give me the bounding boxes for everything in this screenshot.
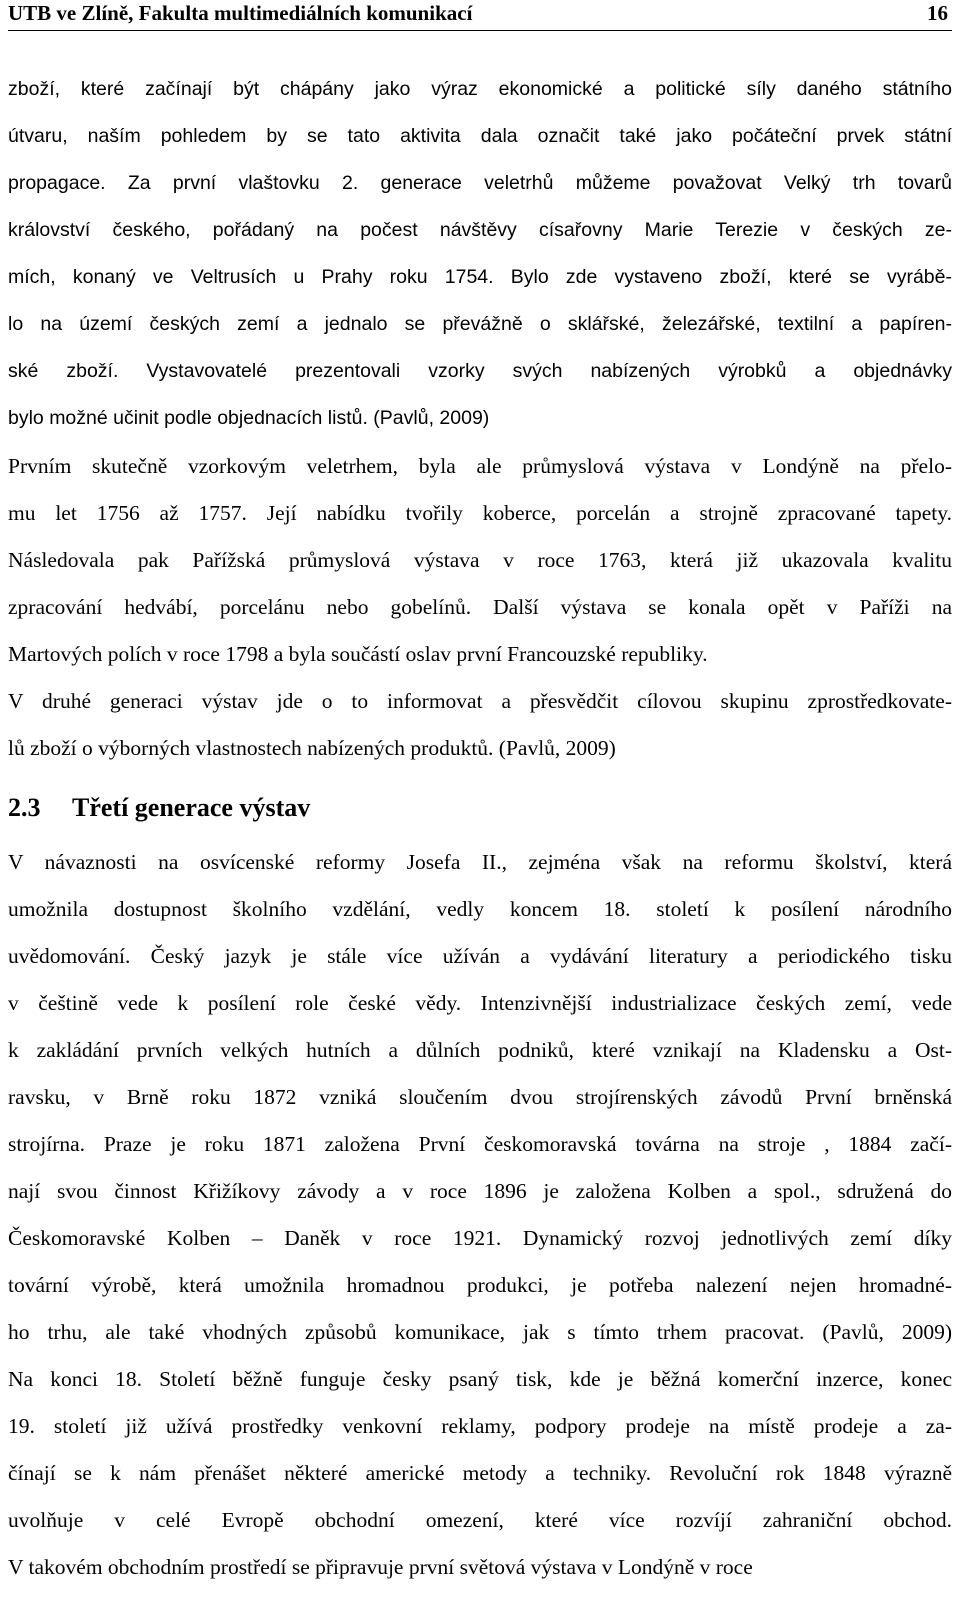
line-text: zpracování hedvábí, porcelánu nebo gobelínů. Další výstava se konala opět v Paříži na (8, 595, 952, 619)
text-line (8, 174, 952, 221)
line-text: uvolňuje v celé Evropě obchodní omezení, které více rozvíjí zahraniční obchod. (8, 1508, 952, 1532)
text-line (8, 503, 952, 550)
page-number: 16 (927, 1, 948, 25)
text-line (8, 1369, 952, 1416)
line-text: v češtině vede k posílení role české vědy. Intenzivnější industrializace českých zemí, vede (8, 991, 952, 1015)
line-text: V druhé generaci výstav jde o to informovat a přesvědčit cílovou skupinu zprostředkovate- (8, 689, 952, 713)
text-line (8, 644, 952, 691)
line-text: umožnila dostupnost školního vzdělání, vedly koncem 18. století k posílení národního (8, 897, 952, 921)
line-text: tovární výrobě, která umožnila hromadnou produkci, je potřeba nalezení nejen hromadné- (8, 1273, 952, 1297)
line-text: Prvním skutečně vzorkovým veletrhem, byla ale průmyslová výstava v Londýně na přelo- (8, 454, 952, 478)
section-heading (8, 785, 952, 852)
text-line (8, 1040, 952, 1087)
document-body (8, 80, 952, 1604)
text-line (8, 362, 952, 409)
line-text: ské zboží. Vystavovatelé prezentovali vzorky svých nabízených výrobků a objednávky (8, 360, 952, 382)
text-line (8, 1510, 952, 1557)
line-text: lů zboží o výborných vlastnostech nabízených produktů. (Pavlů, 2009) (8, 736, 616, 760)
text-line (8, 127, 952, 174)
text-line (8, 946, 952, 993)
line-text: k zakládání prvních velkých hutních a důlních podniků, které vznikají na Kladensku a Ost- (8, 1038, 952, 1062)
line-text: V takovém obchodním prostředí se připravuje první světová výstava v Londýně v roce (8, 1555, 753, 1579)
section-number: 2.3 (8, 793, 41, 822)
line-text: zboží, které začínají být chápány jako výraz ekonomické a politické síly daného státního (8, 78, 952, 100)
text-line (8, 1134, 952, 1181)
text-line (8, 899, 952, 946)
text-line (8, 1228, 952, 1275)
line-text: ravsku, v Brně roku 1872 vzniká sloučením dvou strojírenských závodů První brněnská (8, 1085, 952, 1109)
line-text: Martových polích v roce 1798 a byla součástí oslav první Francouzské republiky. (8, 642, 708, 666)
line-text: propagace. Za první vlaštovku 2. generace veletrhů můžeme považovat Velký trh tovarů (8, 172, 952, 194)
text-line (8, 456, 952, 503)
text-line (8, 1416, 952, 1463)
line-text: 19. století již užívá prostředky venkovní reklamy, podpory prodeje na místě prodeje a za- (8, 1414, 952, 1438)
running-header (8, 0, 952, 31)
line-text: Následovala pak Pařížská průmyslová výstava v roce 1763, která již ukazovala kvalitu (8, 548, 952, 572)
line-text: V návaznosti na osvícenské reformy Josefa II., zejména však na reformu školství, která (8, 850, 952, 874)
line-text: bylo možné učinit podle objednacích listů. (Pavlů, 2009) (8, 407, 490, 429)
text-line (8, 315, 952, 362)
line-text: království českého, pořádaný na počest návštěvy císařovny Marie Terezie v českých ze- (8, 219, 952, 241)
text-line (8, 80, 952, 127)
text-line (8, 409, 952, 456)
line-text: ho trhu, ale také vhodných způsobů komunikace, jak s tímto trhem pracovat. (Pavlů, 2009) (8, 1320, 952, 1344)
header-title: UTB ve Zlíně, Fakulta multimediálních komunikací (8, 1, 473, 25)
line-text: Na konci 18. Století běžně funguje česky psaný tisk, kde je běžná komerční inzerce, konec (8, 1367, 952, 1391)
text-line (8, 1322, 952, 1369)
line-text: nají svou činnost Křižíkovy závody a v roce 1896 je založena Kolben a spol., sdružená do (8, 1179, 952, 1203)
line-text: útvaru, naším pohledem by se tato aktivita dala označit také jako počáteční prvek státní (8, 125, 952, 147)
line-text: lo na území českých zemí a jednalo se převážně o sklářské, železářské, textilní a papíren- (8, 313, 952, 335)
text-line (8, 691, 952, 738)
line-text: čínají se k nám přenášet některé americké metody a techniky. Revoluční rok 1848 výrazně (8, 1461, 952, 1485)
line-text: mích, konaný ve Veltrusích u Prahy roku 1754. Bylo zde vystaveno zboží, které se vyrábě- (8, 266, 952, 288)
text-line (8, 550, 952, 597)
text-line (8, 597, 952, 644)
line-text: uvědomování. Český jazyk je stále více užíván a vydávání literatury a periodického tisku (8, 944, 952, 968)
text-line (8, 738, 952, 785)
text-line (8, 852, 952, 899)
line-text: strojírna. Praze je roku 1871 založena První českomoravská továrna na stroje , 1884 začí- (8, 1132, 952, 1156)
text-line (8, 1087, 952, 1134)
line-text: Českomoravské Kolben – Daněk v roce 1921. Dynamický rozvoj jednotlivých zemí díky (8, 1226, 952, 1250)
text-line (8, 1181, 952, 1228)
section-title: Třetí generace výstav (72, 793, 311, 822)
text-line (8, 1463, 952, 1510)
text-line (8, 268, 952, 315)
line-text: mu let 1756 až 1757. Její nabídku tvořily koberce, porcelán a strojně zpracované tapety. (8, 501, 952, 525)
text-line (8, 1275, 952, 1322)
text-line (8, 993, 952, 1040)
text-line (8, 221, 952, 268)
text-line (8, 1557, 952, 1604)
